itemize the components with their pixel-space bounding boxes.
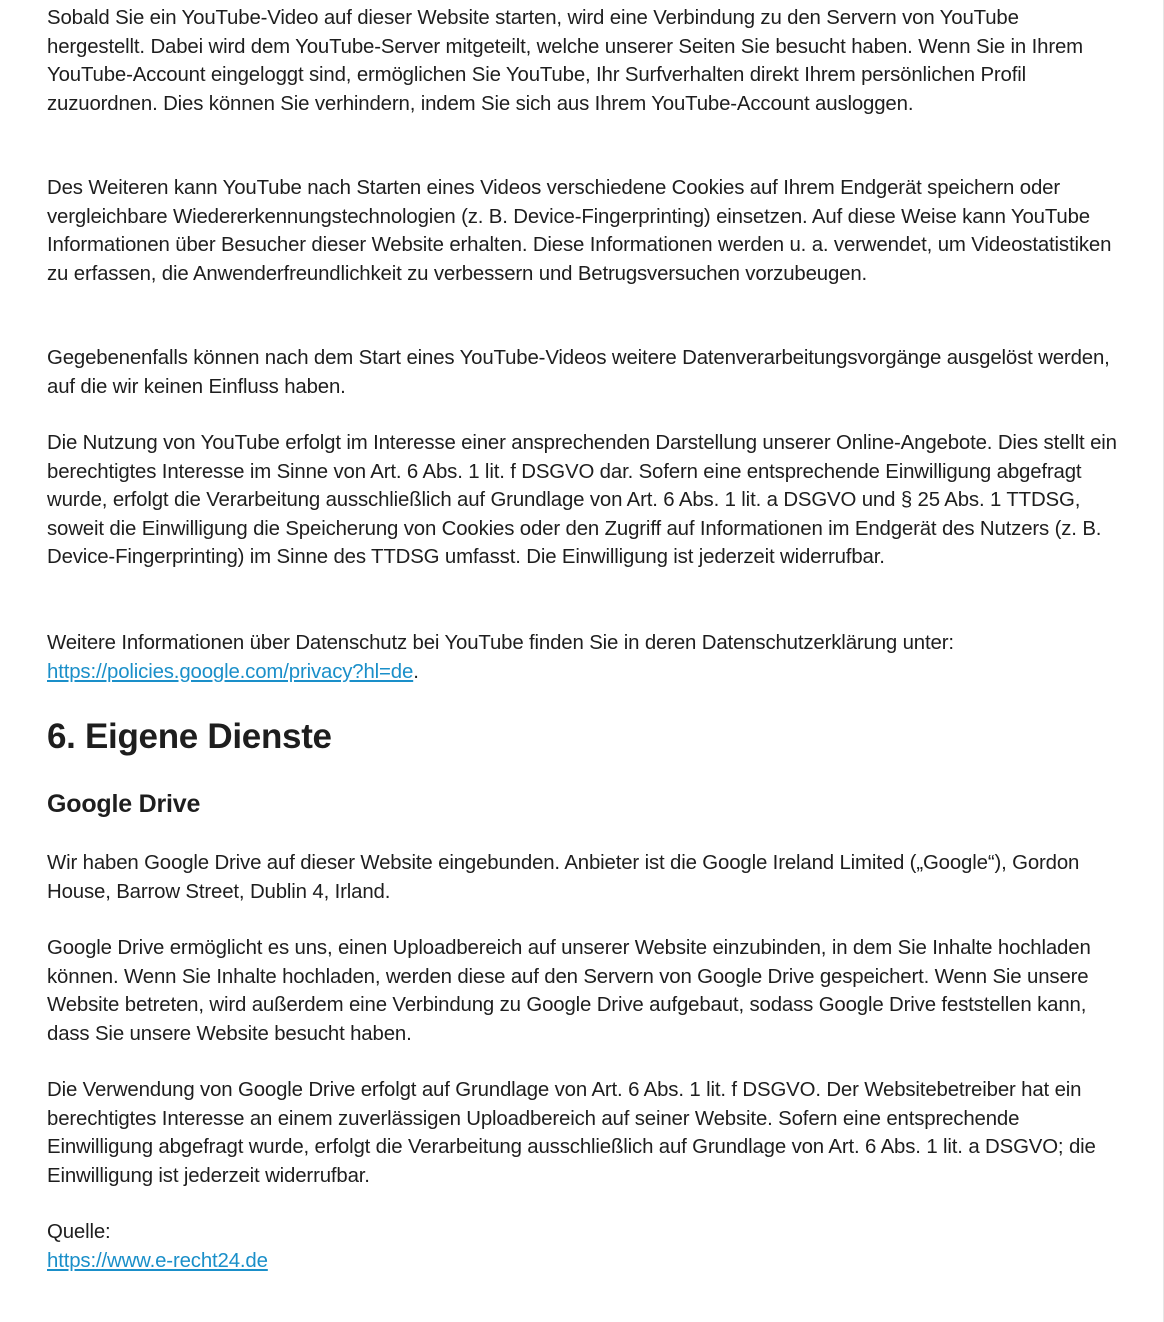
youtube-paragraph-connection: Sobald Sie ein YouTube-Video auf dieser Website starten, wird eine Verbindung zu den Servern von YouTube hergestellt. Dabei wird dem YouTube-Server mitgeteilt, welche unserer Seiten Sie besucht haben. Wenn Sie in Ihrem YouTube-Account eingeloggt sind, ermöglichen Sie YouTube, Ihr Surfverhalten direkt Ihrem persönlichen Profil zuzuordnen. Dies können Sie verhindern, indem Sie sich aus Ihrem YouTube-Account ausloggen. xyxy=(47,7,1084,115)
source-link[interactable]: https://www.e-recht24.de xyxy=(47,1249,268,1272)
youtube-paragraph-legal-basis: Die Nutzung von YouTube erfolgt im Interesse einer ansprechenden Darstellung unserer Online-Angebote. Dies stellt ein berechtigtes Interesse im Sinne von Art. 6 Abs. 1 lit. f DSGVO dar. Sofern eine entsprechende Einwilligung abgefragt wurde, erfolgt die Verarbeitung ausschließlich auf Grundlage von Art. 6 Abs. 1 lit. a DSGVO und § 25 Abs. 1 TTDSG, soweit die Einwilligung die Speicherung von Cookies oder den Zugriff auf Informationen im Endgerät des Nutzers (z. B. Device-Fingerprinting) im Sinne des TTDSG umfasst. Die Einwilligung ist jederzeit widerrufbar. xyxy=(47,432,1117,569)
source-label: Quelle: xyxy=(47,1221,111,1243)
youtube-more-info-text: Weitere Informationen über Datenschutz bei YouTube finden Sie in deren Datenschutzerklärung unter: xyxy=(47,632,954,654)
google-drive-paragraph-provider: Wir haben Google Drive auf dieser Website eingebunden. Anbieter ist die Google Ireland Limited („Google“), Gordon House, Barrow Street, Dublin 4, Irland. xyxy=(47,852,1080,903)
source-block xyxy=(47,1218,1122,1275)
youtube-more-info-link-line xyxy=(47,658,1122,687)
google-privacy-link[interactable]: https://policies.google.com/privacy?hl=de xyxy=(47,660,414,683)
google-drive-paragraph-legal-basis: Die Verwendung von Google Drive erfolgt auf Grundlage von Art. 6 Abs. 1 lit. f DSGVO. Der Websitebetreiber hat ein berechtigtes Interesse an einem zuverlässigen Uploadbereich auf seiner Website. Sofern eine entsprechende Einwilligung abgefragt wurde, erfolgt die Verarbeitung ausschließlich auf Grundlage von Art. 6 Abs. 1 lit. a DSGVO; die Einwilligung ist jederzeit widerrufbar. xyxy=(47,1079,1096,1187)
youtube-paragraph-cookies: Des Weiteren kann YouTube nach Starten eines Videos verschiedene Cookies auf Ihrem Endgerät speichern oder vergleichbare Wiedererkennungstechnologien (z. B. Device-Fingerprinting) einsetzen. Auf diese Weise kann YouTube Informationen über Besucher dieser Website erhalten. Diese Informationen werden u. a. verwendet, um Videostatistiken zu erfassen, die Anwenderfreundlichkeit zu verbessern und Betrugsversuchen vorzubeugen. xyxy=(47,177,1112,285)
link-suffix: . xyxy=(413,660,419,683)
section-heading-own-services: 6. Eigene Dienste xyxy=(47,717,332,756)
youtube-more-info xyxy=(47,629,1122,686)
google-drive-paragraph-upload: Google Drive ermöglicht es uns, einen Uploadbereich auf unserer Website einzubinden, in dem Sie Inhalte hochladen können. Wenn Sie Inhalte hochladen, werden diese auf den Servern von Google Drive gespeichert. Wenn Sie unsere Website betreten, wird außerdem eine Verbindung zu Google Drive aufgebaut, sodass Google Drive feststellen kann, dass Sie unsere Website besucht haben. xyxy=(47,937,1091,1045)
subheading-google-drive: Google Drive xyxy=(47,790,201,818)
youtube-paragraph-processing: Gegebenenfalls können nach dem Start eines YouTube-Videos weitere Datenverarbeitungsvorgänge ausgelöst werden, auf die wir keinen Einfluss haben. xyxy=(47,347,1110,398)
